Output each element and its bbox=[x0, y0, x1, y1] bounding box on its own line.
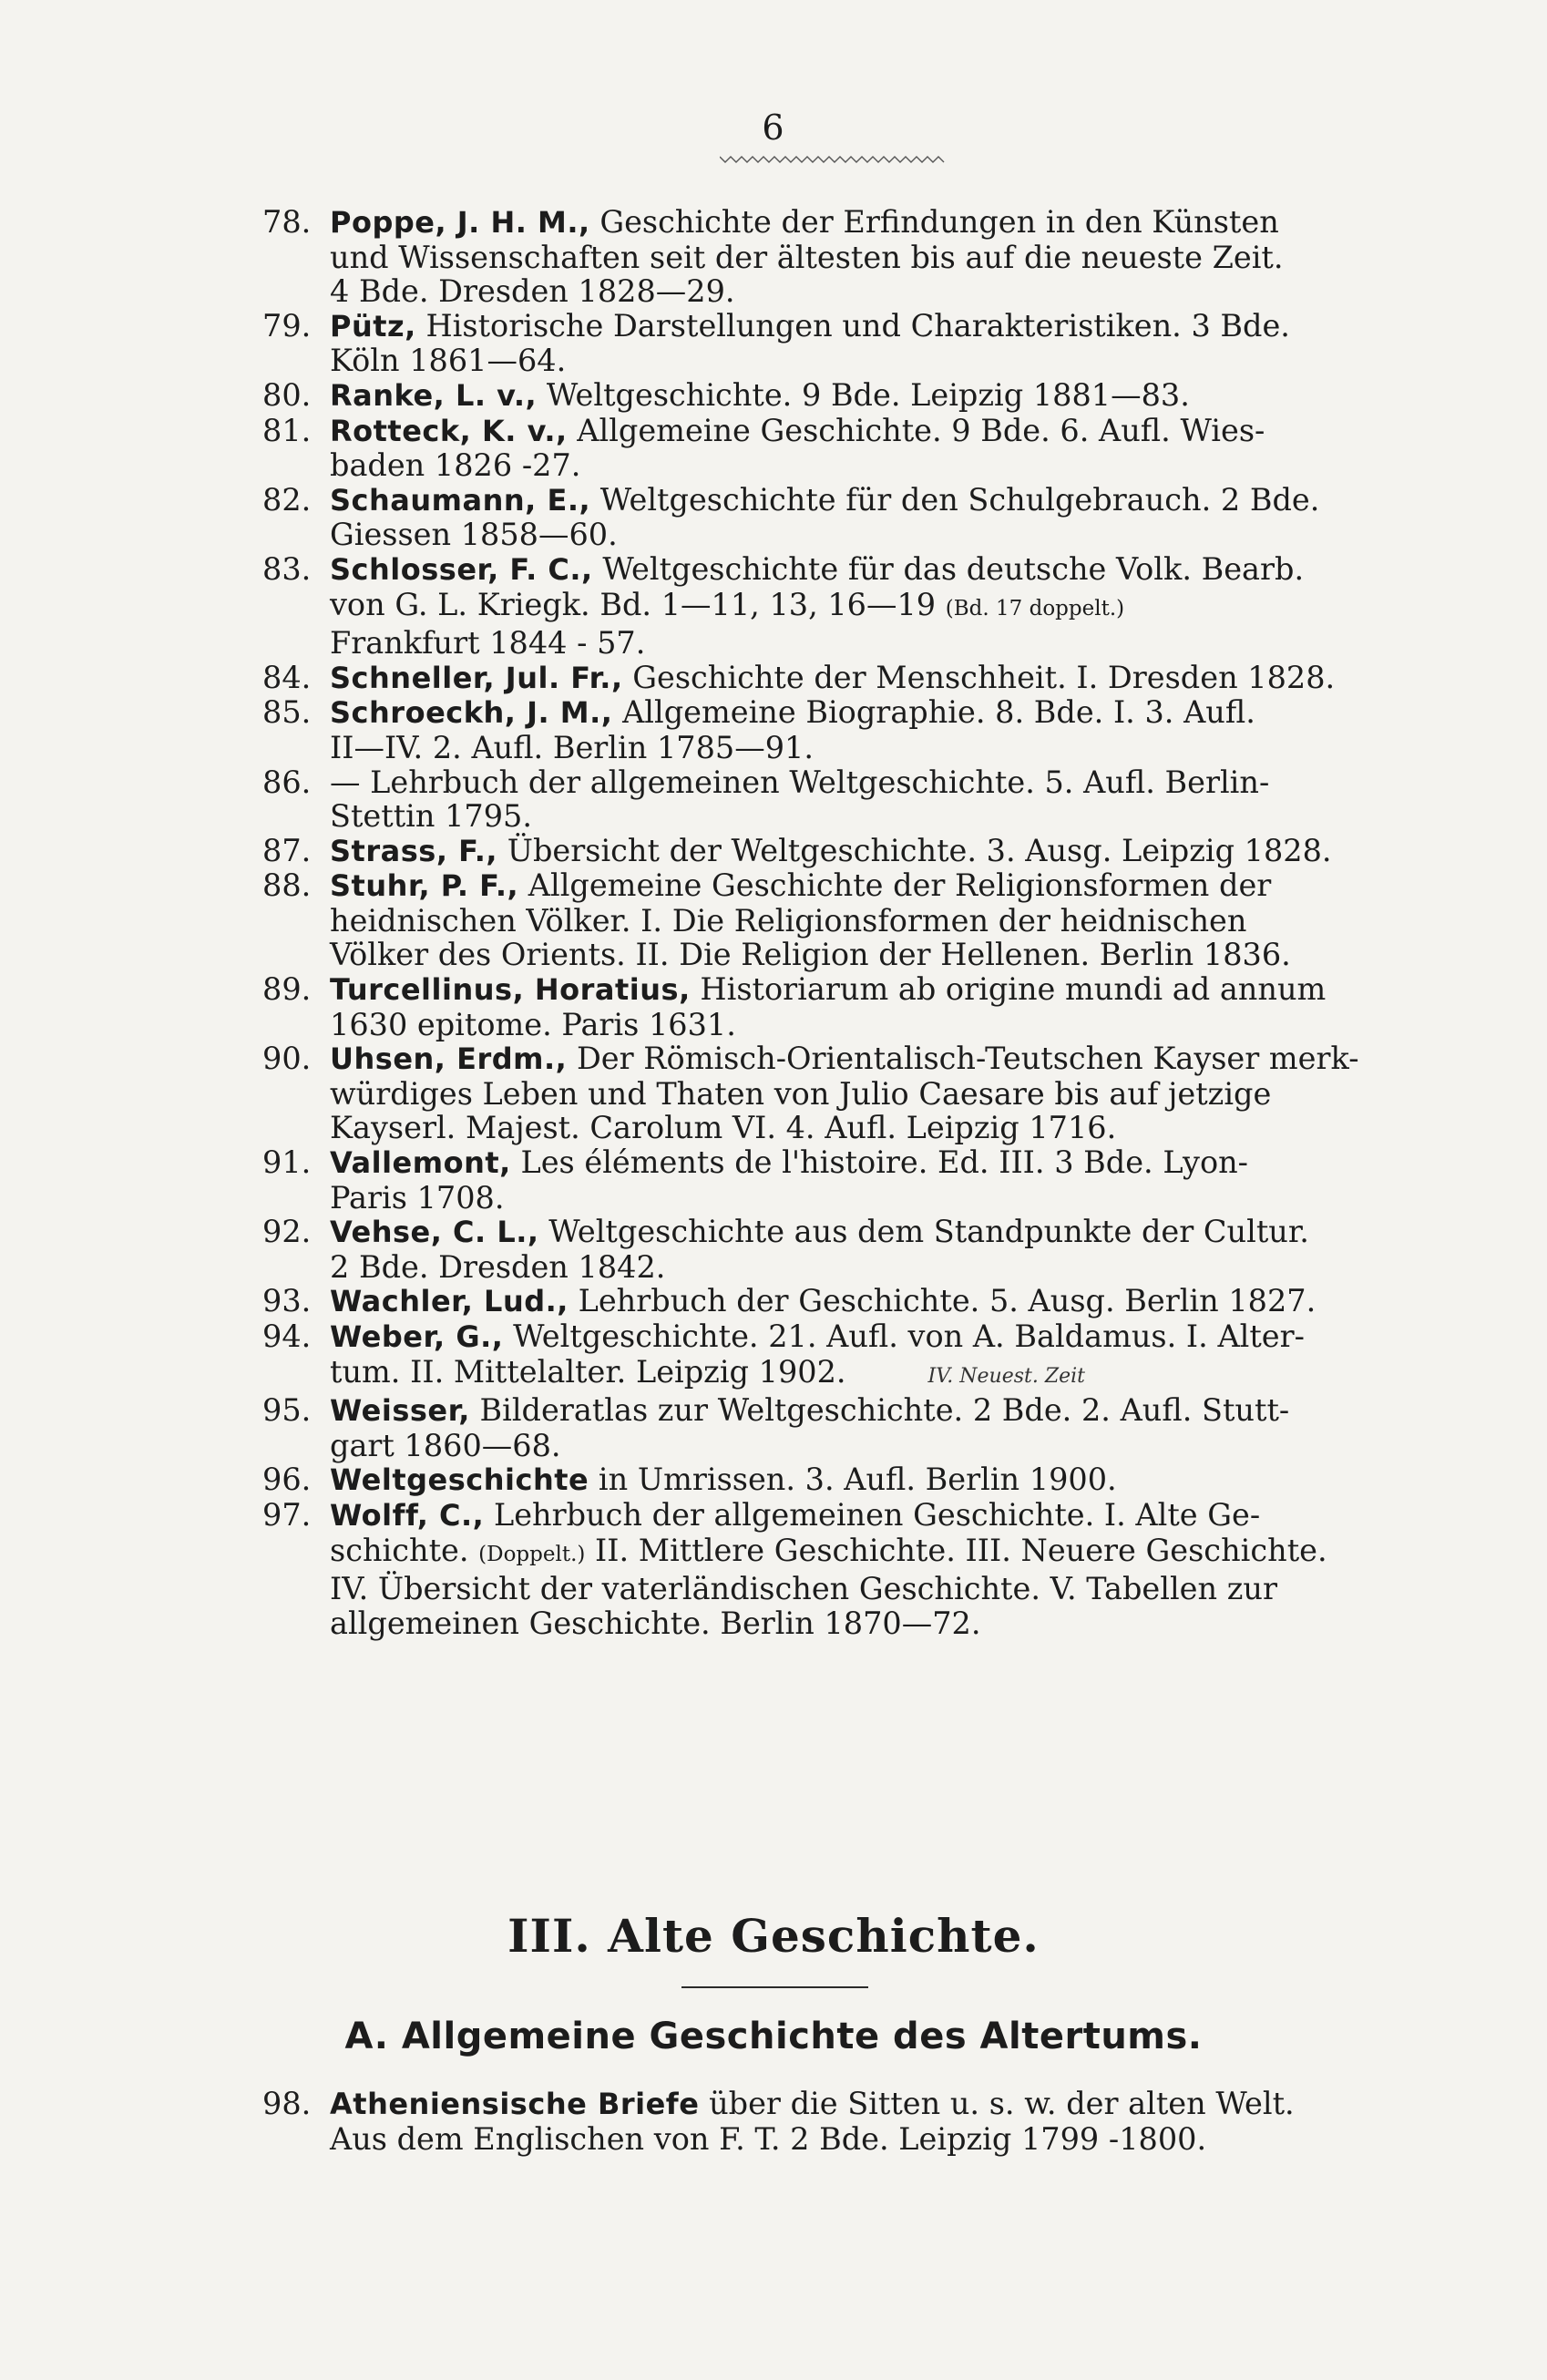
entry-text: Übersicht der Weltgeschichte. 3. Ausg. Leipzig 1828. bbox=[507, 832, 1332, 868]
bibliography-entry bbox=[264, 2087, 1412, 2156]
entry-author: Ranke, L. v., bbox=[330, 377, 538, 413]
entry-line bbox=[330, 626, 1412, 661]
ornament-rule bbox=[720, 155, 948, 164]
bibliography-entry bbox=[264, 483, 1412, 552]
subsection-title: A. Allgemeine Geschichte des Altertums. bbox=[344, 2016, 1203, 2057]
entry-text: Weltgeschichte. 9 Bde. Leipzig 1881—83. bbox=[546, 376, 1190, 413]
entry-author: Weber, G., bbox=[330, 1319, 504, 1354]
entry-text: Kayserl. Majest. Carolum VI. 4. Aufl. Leipzig 1716. bbox=[330, 1110, 1117, 1146]
entry-line bbox=[330, 274, 1412, 309]
bibliography-entry bbox=[264, 1393, 1412, 1462]
entry-number: 88. bbox=[262, 867, 312, 904]
entry-text: Allgemeine Geschichte der Religionsformen der bbox=[528, 867, 1272, 904]
entry-text: tum. II. Mittelalter. Leipzig 1902. bbox=[330, 1353, 846, 1390]
entry-text: II—IV. 2. Aufl. Berlin 1785—91. bbox=[330, 729, 814, 765]
entry-line bbox=[330, 731, 1412, 765]
entry-text: 1630 epitome. Paris 1631. bbox=[330, 1006, 736, 1042]
bibliography-entry bbox=[264, 1498, 1412, 1640]
entry-line bbox=[330, 972, 1412, 1008]
handwritten-note: IV. Neuest. Zeit bbox=[927, 1364, 1086, 1388]
entry-text: Les éléments de l'histoire. Ed. III. 3 Bde. Lyon- bbox=[520, 1144, 1249, 1181]
entry-number: 97. bbox=[262, 1496, 312, 1533]
entry-text: II. Mittlere Geschichte. III. Neuere Geschichte. bbox=[585, 1532, 1327, 1568]
entry-text: Stettin 1795. bbox=[330, 798, 533, 835]
entry-line bbox=[330, 1572, 1412, 1606]
entry-author: Weltgeschichte bbox=[330, 1462, 589, 1498]
entry-number: 89. bbox=[262, 971, 312, 1008]
entry-line bbox=[330, 661, 1412, 696]
entry-number: 81. bbox=[262, 412, 312, 448]
entry-line bbox=[330, 448, 1412, 483]
entry-line bbox=[330, 1393, 1412, 1429]
entry-line bbox=[330, 868, 1412, 904]
bibliography-entry bbox=[264, 1462, 1412, 1498]
entry-author: Schlosser, F. C., bbox=[330, 551, 593, 587]
entry-author: Vehse, C. L., bbox=[330, 1215, 539, 1250]
entry-author: Wolff, C., bbox=[330, 1497, 485, 1533]
section-rule bbox=[681, 1986, 868, 1988]
entry-text: Geschichte der Erfindungen in den Künsten bbox=[599, 204, 1279, 240]
entry-author: Strass, F., bbox=[330, 833, 498, 868]
bibliography-entry bbox=[264, 309, 1412, 378]
entry-text: Bilderatlas zur Weltgeschichte. 2 Bde. 2. Aufl. Stutt- bbox=[479, 1392, 1290, 1429]
entry-line bbox=[330, 309, 1412, 344]
entry-line bbox=[330, 904, 1412, 939]
entry-text: gart 1860—68. bbox=[330, 1427, 561, 1463]
entry-text: Weltgeschichte aus dem Standpunkte der Cultur. bbox=[548, 1214, 1309, 1250]
entry-author: Schneller, Jul. Fr., bbox=[330, 660, 623, 695]
entry-text: Geschichte der Menschheit. I. Dresden 1828. bbox=[632, 659, 1336, 695]
entry-line bbox=[330, 518, 1412, 552]
entry-text: — Lehrbuch der allgemeinen Weltgeschichte. 5. Aufl. Berlin- bbox=[330, 764, 1270, 800]
entry-line bbox=[330, 1319, 1412, 1355]
entry-line bbox=[330, 1355, 1412, 1394]
bibliography-entry bbox=[264, 765, 1412, 834]
entry-author: Schroeckh, J. M., bbox=[330, 695, 613, 731]
entry-author: Rotteck, K. v., bbox=[330, 413, 568, 448]
entry-author: Vallemont, bbox=[330, 1145, 511, 1181]
entry-number: 98. bbox=[262, 2086, 312, 2121]
bibliography-entry bbox=[264, 868, 1412, 972]
entry-number: 90. bbox=[262, 1041, 312, 1077]
entry-number: 78. bbox=[262, 204, 312, 240]
bibliography-entry bbox=[264, 661, 1412, 696]
entry-text: Paris 1708. bbox=[330, 1179, 505, 1216]
page-number: 6 bbox=[762, 108, 785, 148]
entry-line bbox=[330, 483, 1412, 518]
entry-line bbox=[330, 241, 1412, 275]
entry-text: Lehrbuch der allgemeinen Geschichte. I. Alte Ge- bbox=[493, 1496, 1261, 1533]
bibliography-entry bbox=[264, 1319, 1412, 1393]
entry-number: 91. bbox=[262, 1144, 312, 1181]
entry-author: Poppe, J. H. M., bbox=[330, 205, 590, 240]
bibliography-entry bbox=[264, 1284, 1412, 1319]
entry-text: schichte. bbox=[330, 1532, 479, 1568]
entry-text: allgemeinen Geschichte. Berlin 1870—72. bbox=[330, 1605, 981, 1641]
entry-text: Der Römisch-Orientalisch-Teutschen Kayser merk- bbox=[576, 1041, 1359, 1077]
entry-text: und Wissenschaften seit der ältesten bis auf die neueste Zeit. bbox=[330, 239, 1284, 275]
entry-number: 92. bbox=[262, 1214, 312, 1250]
bibliography-entry bbox=[264, 834, 1412, 869]
entry-line bbox=[330, 344, 1412, 378]
entry-author: Weisser, bbox=[330, 1393, 470, 1429]
entry-text: Historiarum ab origine mundi ad annum bbox=[700, 971, 1327, 1008]
entry-text: Weltgeschichte. 21. Aufl. von A. Baldamus. I. Alter- bbox=[513, 1318, 1305, 1354]
entry-line bbox=[330, 1534, 1412, 1573]
entry-author: Turcellinus, Horatius, bbox=[330, 972, 691, 1008]
entry-author: Schaumann, E., bbox=[330, 482, 591, 518]
entry-text: Lehrbuch der Geschichte. 5. Ausg. Berlin 1827. bbox=[578, 1283, 1316, 1319]
entry-text: Köln 1861—64. bbox=[330, 343, 567, 379]
entry-text: würdiges Leben und Thaten von Julio Caesare bis auf jetzige bbox=[330, 1075, 1272, 1112]
entry-line bbox=[330, 1181, 1412, 1216]
entry-line bbox=[330, 799, 1412, 834]
entry-number: 95. bbox=[262, 1392, 312, 1429]
bibliography-list bbox=[264, 205, 1412, 1640]
entry-author: Uhsen, Erdm., bbox=[330, 1041, 568, 1077]
entry-line bbox=[330, 1008, 1412, 1042]
entry-text: baden 1826 -27. bbox=[330, 447, 581, 484]
entry-line bbox=[330, 1111, 1412, 1145]
entry-text: Aus dem Englischen von F. T. 2 Bde. Leipzig 1799 -1800. bbox=[330, 2120, 1207, 2157]
entry-author: Wachler, Lud., bbox=[330, 1284, 569, 1319]
entry-line bbox=[330, 552, 1412, 588]
entry-line bbox=[330, 1429, 1412, 1463]
entry-text: Weltgeschichte für den Schulgebrauch. 2 Bde. bbox=[599, 481, 1320, 518]
entry-number: 79. bbox=[262, 307, 312, 344]
entry-line bbox=[330, 2122, 1412, 2157]
section-title: III. Alte Geschichte. bbox=[507, 1909, 1040, 1963]
entry-number: 80. bbox=[262, 376, 312, 413]
entry-line bbox=[330, 1077, 1412, 1112]
entry-author: Pütz, bbox=[330, 308, 416, 344]
entry-number: 84. bbox=[262, 659, 312, 695]
entry-text: Frankfurt 1844 - 57. bbox=[330, 625, 646, 662]
entry-text: Völker des Orients. II. Die Religion der Hellenen. Berlin 1836. bbox=[330, 937, 1291, 973]
entry-number: 86. bbox=[262, 764, 312, 800]
entry-author: Atheniensische Briefe bbox=[330, 2087, 700, 2121]
entry-text: 2 Bde. Dresden 1842. bbox=[330, 1248, 666, 1285]
entry-text: über die Sitten u. s. w. der alten Welt. bbox=[709, 2086, 1295, 2121]
bibliography-entry bbox=[264, 414, 1412, 483]
entry-note: (Bd. 17 doppelt.) bbox=[945, 596, 1125, 621]
entry-text: IV. Übersicht der vaterländischen Geschichte. V. Tabellen zur bbox=[330, 1571, 1277, 1607]
entry-line bbox=[330, 695, 1412, 731]
bibliography-entry bbox=[264, 1041, 1412, 1145]
bibliography-list-2 bbox=[264, 2087, 1412, 2156]
entry-line bbox=[330, 834, 1412, 869]
entry-line bbox=[330, 414, 1412, 449]
entry-line bbox=[330, 205, 1412, 241]
bibliography-entry bbox=[264, 1145, 1412, 1215]
entry-line bbox=[330, 1145, 1412, 1181]
entry-line bbox=[330, 1606, 1412, 1641]
bibliography-entry bbox=[264, 205, 1412, 309]
entry-line bbox=[330, 378, 1412, 414]
entry-line bbox=[330, 1250, 1412, 1285]
entry-number: 83. bbox=[262, 550, 312, 587]
entry-line bbox=[330, 588, 1412, 627]
entry-note: (Doppelt.) bbox=[478, 1542, 586, 1566]
entry-text: von G. L. Kriegk. Bd. 1—11, 13, 16—19 bbox=[330, 586, 937, 622]
entry-number: 96. bbox=[262, 1462, 312, 1498]
entry-line bbox=[330, 1498, 1412, 1534]
entry-text: Allgemeine Biographie. 8. Bde. I. 3. Aufl. bbox=[622, 694, 1255, 731]
entry-number: 94. bbox=[262, 1318, 312, 1354]
entry-text: Historische Darstellungen und Charakteristiken. 3 Bde. bbox=[425, 307, 1290, 344]
entry-line bbox=[330, 2087, 1412, 2122]
entry-line bbox=[330, 1041, 1412, 1077]
entry-line bbox=[330, 1284, 1412, 1319]
entry-text: 4 Bde. Dresden 1828—29. bbox=[330, 273, 735, 310]
entry-line bbox=[330, 1462, 1412, 1498]
bibliography-entry bbox=[264, 378, 1412, 414]
entry-number: 93. bbox=[262, 1283, 312, 1319]
entry-text: heidnischen Völker. I. Die Religionsformen der heidnischen bbox=[330, 902, 1247, 939]
entry-text: Weltgeschichte für das deutsche Volk. Bearb. bbox=[602, 550, 1305, 587]
entry-text: Allgemeine Geschichte. 9 Bde. 6. Aufl. Wies- bbox=[577, 412, 1265, 448]
bibliography-entry bbox=[264, 552, 1412, 661]
bibliography-entry bbox=[264, 972, 1412, 1041]
entry-number: 85. bbox=[262, 694, 312, 731]
entry-line bbox=[330, 1215, 1412, 1250]
bibliography-entry bbox=[264, 1215, 1412, 1284]
entry-line bbox=[330, 765, 1412, 800]
entry-text: Giessen 1858—60. bbox=[330, 517, 618, 553]
bibliography-entry bbox=[264, 695, 1412, 764]
entry-line bbox=[330, 938, 1412, 972]
entry-text: in Umrissen. 3. Aufl. Berlin 1900. bbox=[598, 1462, 1117, 1498]
entry-number: 87. bbox=[262, 832, 312, 868]
entry-author: Stuhr, P. F., bbox=[330, 868, 519, 904]
entry-number: 82. bbox=[262, 481, 312, 518]
